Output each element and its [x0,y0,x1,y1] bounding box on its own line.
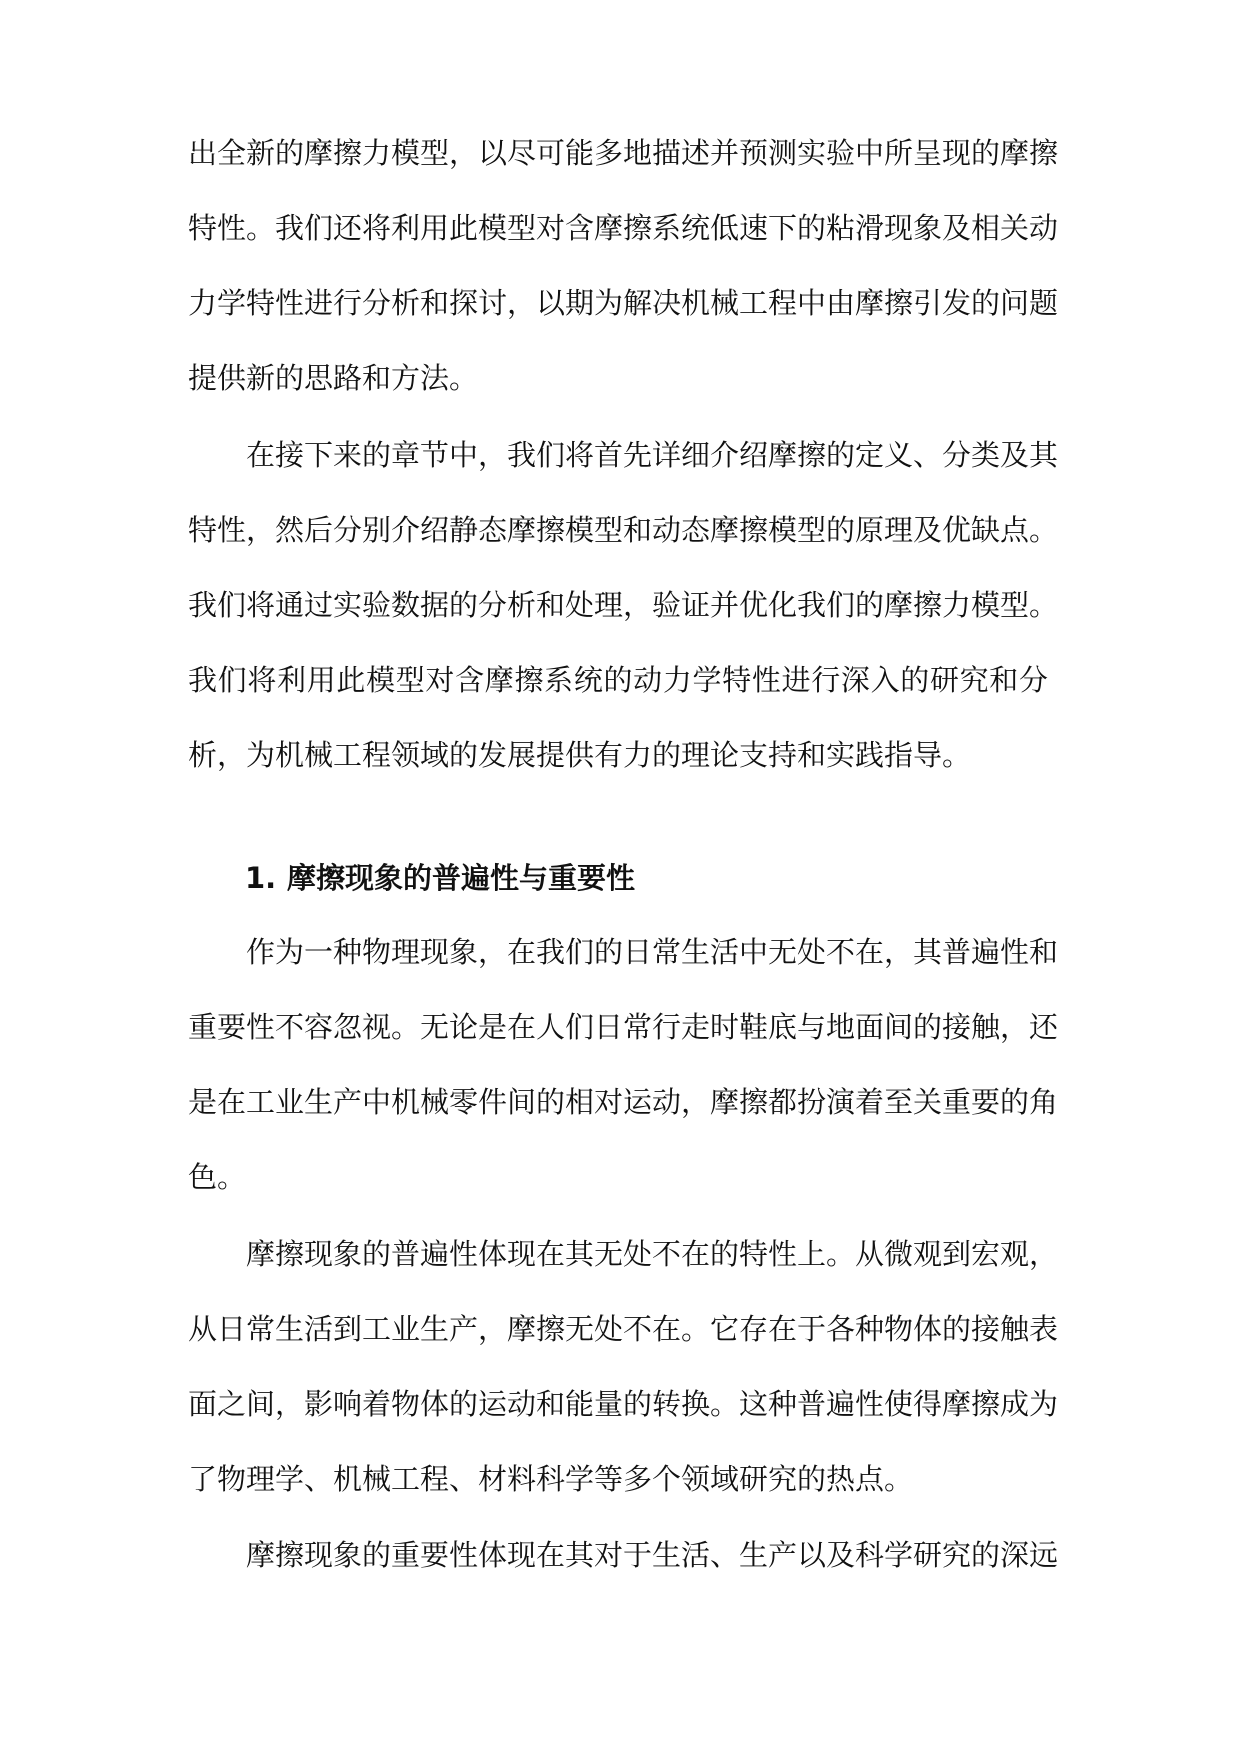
paragraph-line: 析，为机械工程领域的发展提供有力的理论支持和实践指导。 [188,738,972,772]
paragraph-5 [188,1518,1059,1593]
paragraph-line: 摩擦现象的普遍性体现在其无处不在的特性上。从微观到宏观， [246,1237,1059,1271]
paragraph-line: 出全新的摩擦力模型，以尽可能多地描述并预测实验中所呈现的摩擦 [188,136,1059,170]
paragraph-line: 特性。我们还将利用此模型对含摩擦系统低速下的粘滑现象及相关动 [188,211,1059,245]
paragraph-3 [188,915,1059,1215]
section-title: 摩擦现象的普遍性与重要性 [287,861,636,895]
section-number: 1. [245,861,277,895]
paragraph-line: 提供新的思路和方法。 [188,361,479,395]
paragraph-4 [188,1217,1059,1517]
paragraph-line: 了物理学、机械工程、材料科学等多个领域研究的热点。 [188,1462,914,1496]
paragraph-line: 作为一种物理现象，在我们的日常生活中无处不在，其普遍性和 [246,935,1059,969]
section-heading [245,858,635,898]
paragraph-line: 我们将利用此模型对含摩擦系统的动力学特性进行深入的研究和分 [188,663,1048,697]
paragraph-line: 面之间，影响着物体的运动和能量的转换。这种普遍性使得摩擦成为 [188,1387,1059,1421]
paragraph-line: 我们将通过实验数据的分析和处理，验证并优化我们的摩擦力模型。 [188,588,1059,622]
paragraph-line: 在接下来的章节中，我们将首先详细介绍摩擦的定义、分类及其 [246,438,1059,472]
paragraph-line: 特性，然后分别介绍静态摩擦模型和动态摩擦模型的原理及优缺点。 [188,513,1059,547]
paragraph-line: 是在工业生产中机械零件间的相对运动，摩擦都扮演着至关重要的角 [188,1085,1059,1119]
paragraph-line: 摩擦现象的重要性体现在其对于生活、生产以及科学研究的深远 [246,1538,1059,1572]
paragraph-line: 从日常生活到工业生产，摩擦无处不在。它存在于各种物体的接触表 [188,1312,1059,1346]
paragraph-2 [188,418,1059,793]
paragraph-line: 力学特性进行分析和探讨，以期为解决机械工程中由摩擦引发的问题 [188,286,1059,320]
paragraph-1 [188,116,1059,416]
paragraph-line: 色。 [188,1160,247,1194]
paragraph-line: 重要性不容忽视。无论是在人们日常行走时鞋底与地面间的接触，还 [188,1010,1059,1044]
